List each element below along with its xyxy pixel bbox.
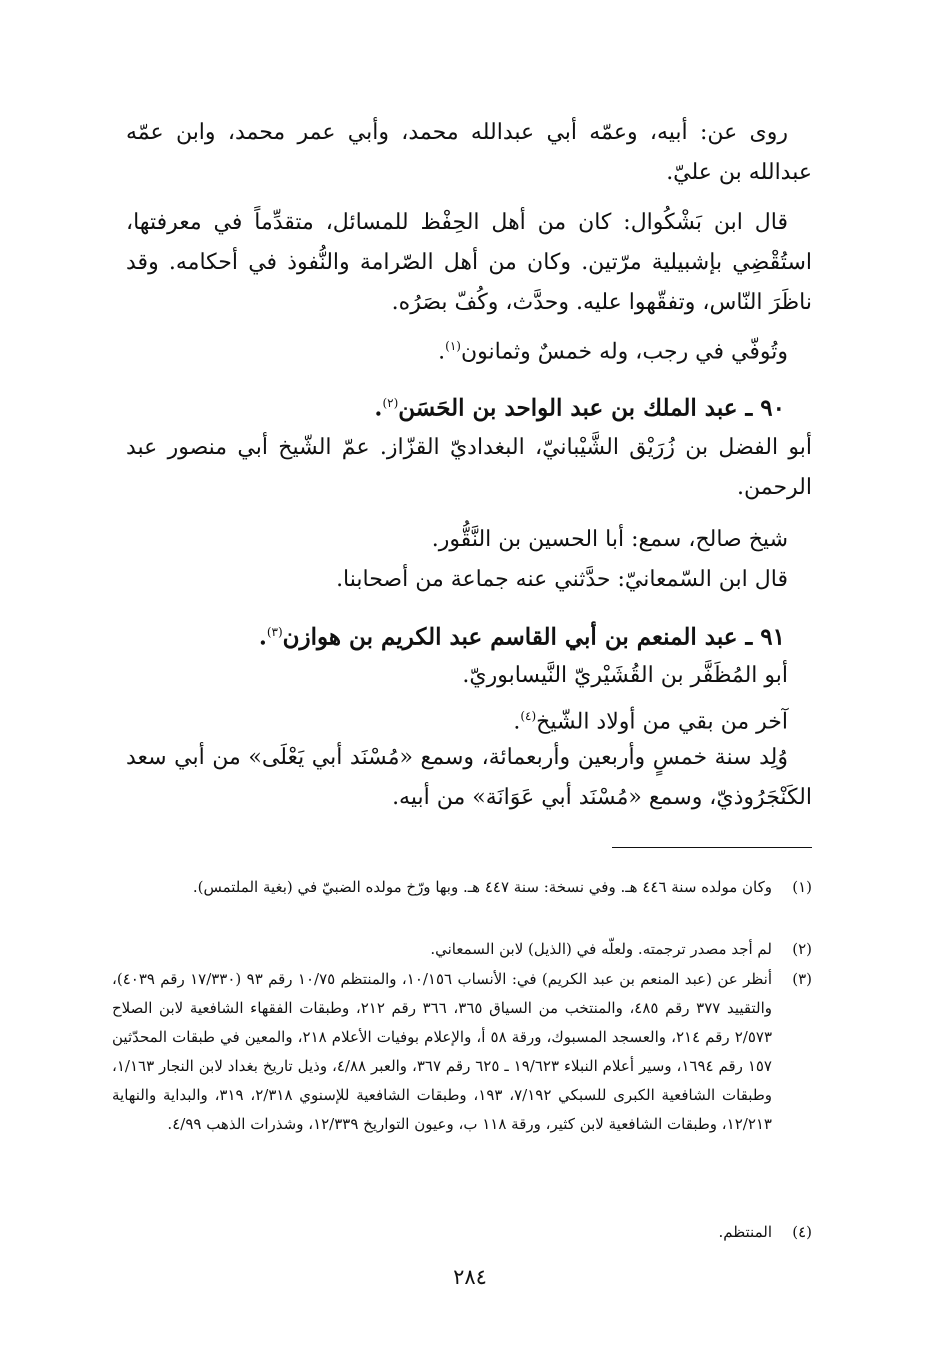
page-number: ٢٨٤: [453, 1265, 487, 1289]
footnote-1: [112, 873, 812, 902]
footnote-ref-3: (٣): [266, 625, 283, 639]
entry-heading-91: ٩١ ـ عبد المنعم بن أبي القاسم عبد الكريم بن هوازن$^{(٣)}$.: [258, 623, 785, 651]
footnote-ref-1: (١): [445, 339, 461, 353]
footnote-number: (١): [792, 878, 812, 896]
paragraph-shaykh-salih: شيخ صالح، سمع: أبا الحسين بن النَّقُّور.: [431, 527, 788, 552]
entry-heading-90-text: ٩٠ ـ عبد الملك بن عبد الواحد بن الحَسَن: [398, 394, 785, 422]
footnote-text: وكان مولده سنة ٤٤٦ هـ. وفي نسخة: سنة ٤٤٧ هـ. وبها ورّخ مولده الضبيّ في (بغية الملتمس).: [192, 878, 772, 896]
footnote-number: (٣): [792, 970, 812, 988]
footnote-number: (٤): [792, 1223, 812, 1241]
entry-heading-91-text: ٩١ ـ عبد المنعم بن أبي القاسم عبد الكريم بن هوازن: [282, 623, 785, 651]
paragraph-ibn-samani: قال ابن السّمعانيّ: حدَّثني عنه جماعة من أصحابنا.: [336, 567, 788, 592]
footnote-text: أنظر عن (عبد المنعم بن عبد الكريم) في: الأنساب ١٠/١٥٦، والمنتظم ١٠/٧٥ رقم ٩٣ (١٧/٣٣٠ رقم ٤٠٣٩)، والتقييد ٣٧٧ رقم ٤٨٥، والمنتخب من السياق ٣٦٥، ٣٦٦ رقم ٢١٢، وطبقات الفقهاء الشافعية لابن الصلاح ٢/٥٧٣ رقم ٢١٤، والعسجد المسبوك، ورقة ٥٨ أ، والإعلام بوفيات الأعلام ٢١٨، والمعين في طبقات المحدّثين ١٥٧ رقم ١٦٩٤، وسير أعلام النبلاء ١٩/٦٢٣ ـ ٦٢٥ رقم ٣٦٧، والعبر ٤/٨٨، وذيل تاريخ بغداد لابن النجار ١/١٦٣، وطبقات الشافعية الكبرى للسبكي ٧/١٩٢، ١٩٣، وطبقات الشافعية للإسنوي ٢/٣١٨، ٣١٩، والبداية والنهاية ١٢/٢١٣، وطبقات الشافعية لابن كثير، ورقة ١١٨ ب، وعيون التواريخ ١٢/٣٣٩، وشذرات الذهب ٤/٩٩.: [112, 970, 773, 1133]
paragraph-death: وتُوفّي في رجب، وله خمسٌ وثمانون$^{(١)}$.: [438, 339, 788, 365]
paragraph-abu-almuzaffar: أبو المُظَفَّر بن القُشَيْريّ النَّيسابوريّ.: [462, 663, 788, 688]
footnote-ref-4: (٤): [520, 709, 537, 723]
last-of-sons-text: آخر من بقي من أولاد الشّيخ: [536, 709, 788, 735]
footnote-3: [112, 965, 812, 1139]
paragraph-narrators: روى عن: أبيه، وعمّه أبي عبدالله محمد، وأبي عمر محمد، وابن عمّه عبدالله بن عليّ.: [126, 120, 812, 185]
entry-heading-90: ٩٠ ـ عبد الملك بن عبد الواحد بن الحَسَن$^{(٢)}$.: [374, 394, 785, 422]
paragraph-birth: وُلِد سنة خمسٍ وأربعين وأربعمائة، وسمع «مُسْنَد أبي يَعْلَى» من أبي سعد الكَنْجَرُوذيّ، وسمع «مُسْنَد أبي عَوَانَة» من أبيه.: [126, 745, 812, 810]
footnote-ref-2: (٢): [382, 396, 399, 410]
footnote-2: [112, 935, 812, 964]
footnote-text: المنتظم.: [718, 1223, 772, 1241]
footnote-separator: [612, 847, 812, 848]
paragraph-ibn-bashkuwal: قال ابن بَشْكُوال: كان من أهل الحِفْظ للمسائل، متقدِّماً في معرفتها، استُقْضِي بإشبيلية مرّتين. وكان من أهل الصّرامة والنُّفوذ في أحكامه. وقد ناظَرَ النّاس، وتفقّهوا عليه. وحدَّث، وكُفّ بصَرُه.: [126, 210, 812, 315]
footnote-4: [112, 1218, 812, 1247]
footnote-number: (٢): [792, 940, 812, 958]
footnote-text: لم أجد مصدر ترجمته. ولعلّه في (الذيل) لابن السمعاني.: [430, 940, 772, 958]
paragraph-abu-alfadl: أبو الفضل بن زُرَيْق الشَّيْبانيّ، البغداديّ القزّاز. عمّ الشّيخ أبي منصور عبد الرحمن.: [126, 435, 812, 500]
paragraph-last-of-sons: آخر من بقي من أولاد الشّيخ$^{(٤)}$.: [513, 709, 788, 735]
death-text: وتُوفّي في رجب، وله خمسٌ وثمانون: [460, 339, 788, 365]
